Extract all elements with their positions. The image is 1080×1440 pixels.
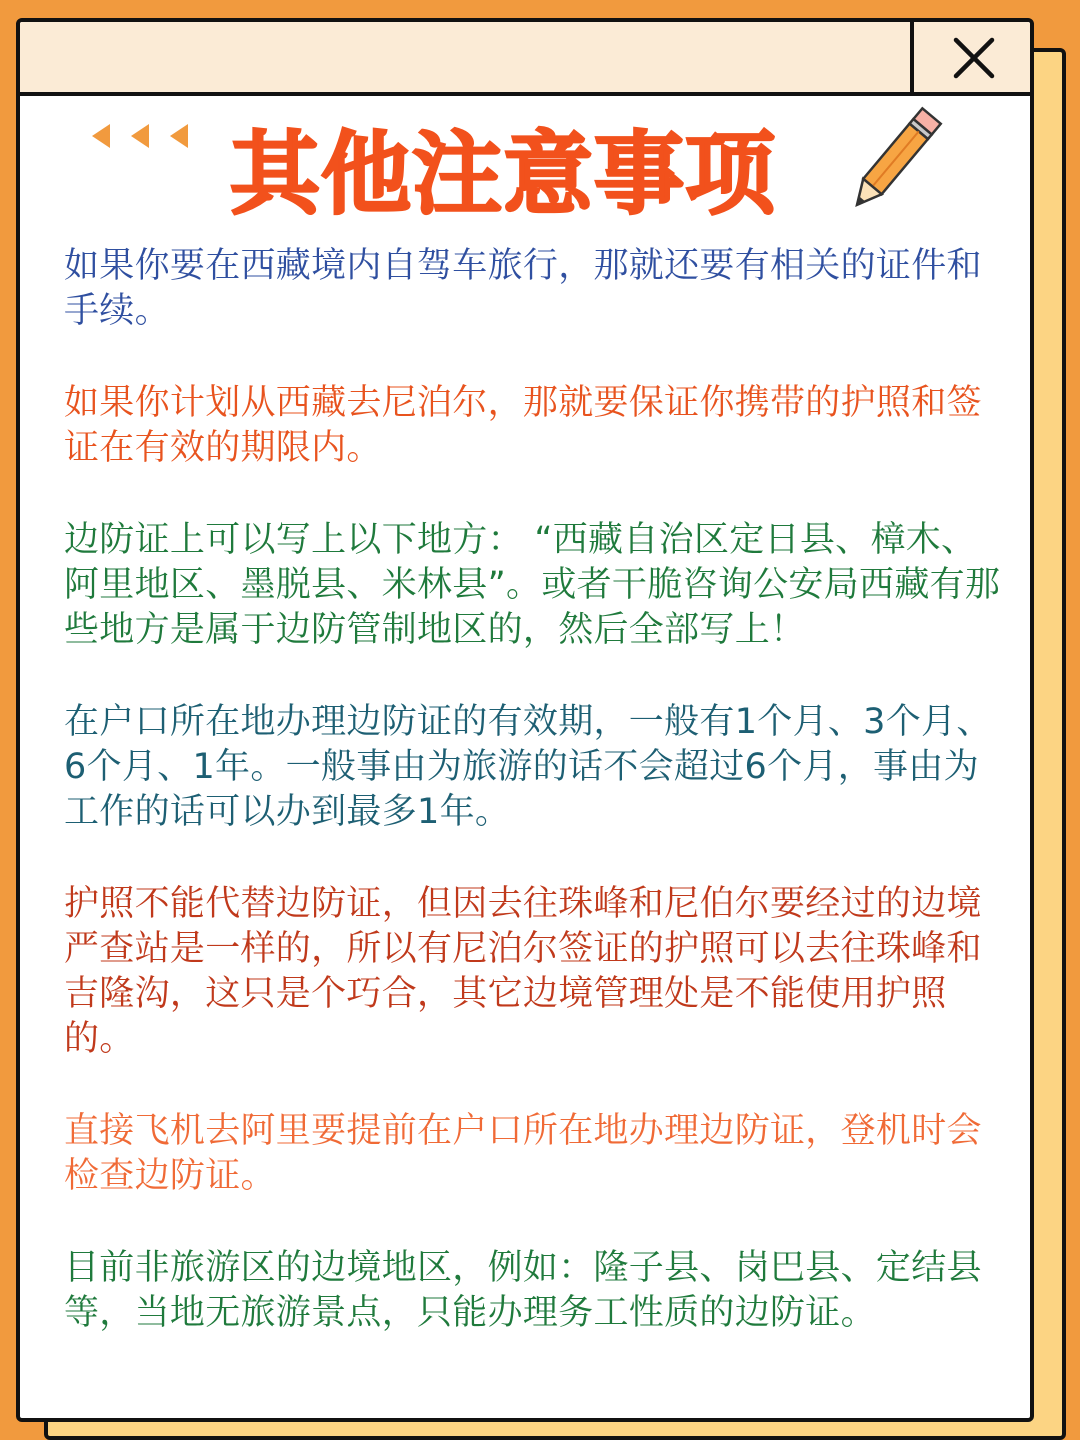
note-paragraph: 在户口所在地办理边防证的有效期，一般有1个月、3个月、6个月、1年。一般事由为旅游的话不会超过6个月，事由为工作的话可以办到最多1年。 [64,702,992,832]
page-title: 其他注意事项 [230,122,776,227]
note-paragraph: 如果你计划从西藏去尼泊尔，那就要保证你携带的护照和签证在有效的期限内。 [64,383,982,468]
window [16,18,1034,1422]
note-paragraph: 如果你要在西藏境内自驾车旅行，那就还要有相关的证件和手续。 [64,246,982,331]
left-triangles-icon [90,118,200,154]
title-bar [20,22,1030,96]
close-button[interactable] [910,22,1030,92]
pencil-icon [838,102,948,222]
note-paragraph: 目前非旅游区的边境地区，例如：隆子县、岗巴县、定结县等，当地无旅游景点，只能办理务工性质的边防证。 [64,1248,982,1333]
note-paragraph: 护照不能代替边防证，但因去往珠峰和尼伯尔要经过的边境严查站是一样的，所以有尼泊尔签证的护照可以去往珠峰和吉隆沟，这只是个巧合，其它边境管理处是不能使用护照的。 [64,884,982,1059]
note-paragraph: 直接飞机去阿里要提前在户口所在地办理边防证，登机时会检查边防证。 [64,1111,982,1196]
notes-content [64,244,1004,1336]
close-icon [952,36,996,80]
note-paragraph: 边防证上可以写上以下地方： “西藏自治区定日县、樟木、阿里地区、墨脱县、米林县”。或者干脆咨询公安局西藏有那些地方是属于边防管制地区的，然后全部写上！ [64,520,1001,650]
